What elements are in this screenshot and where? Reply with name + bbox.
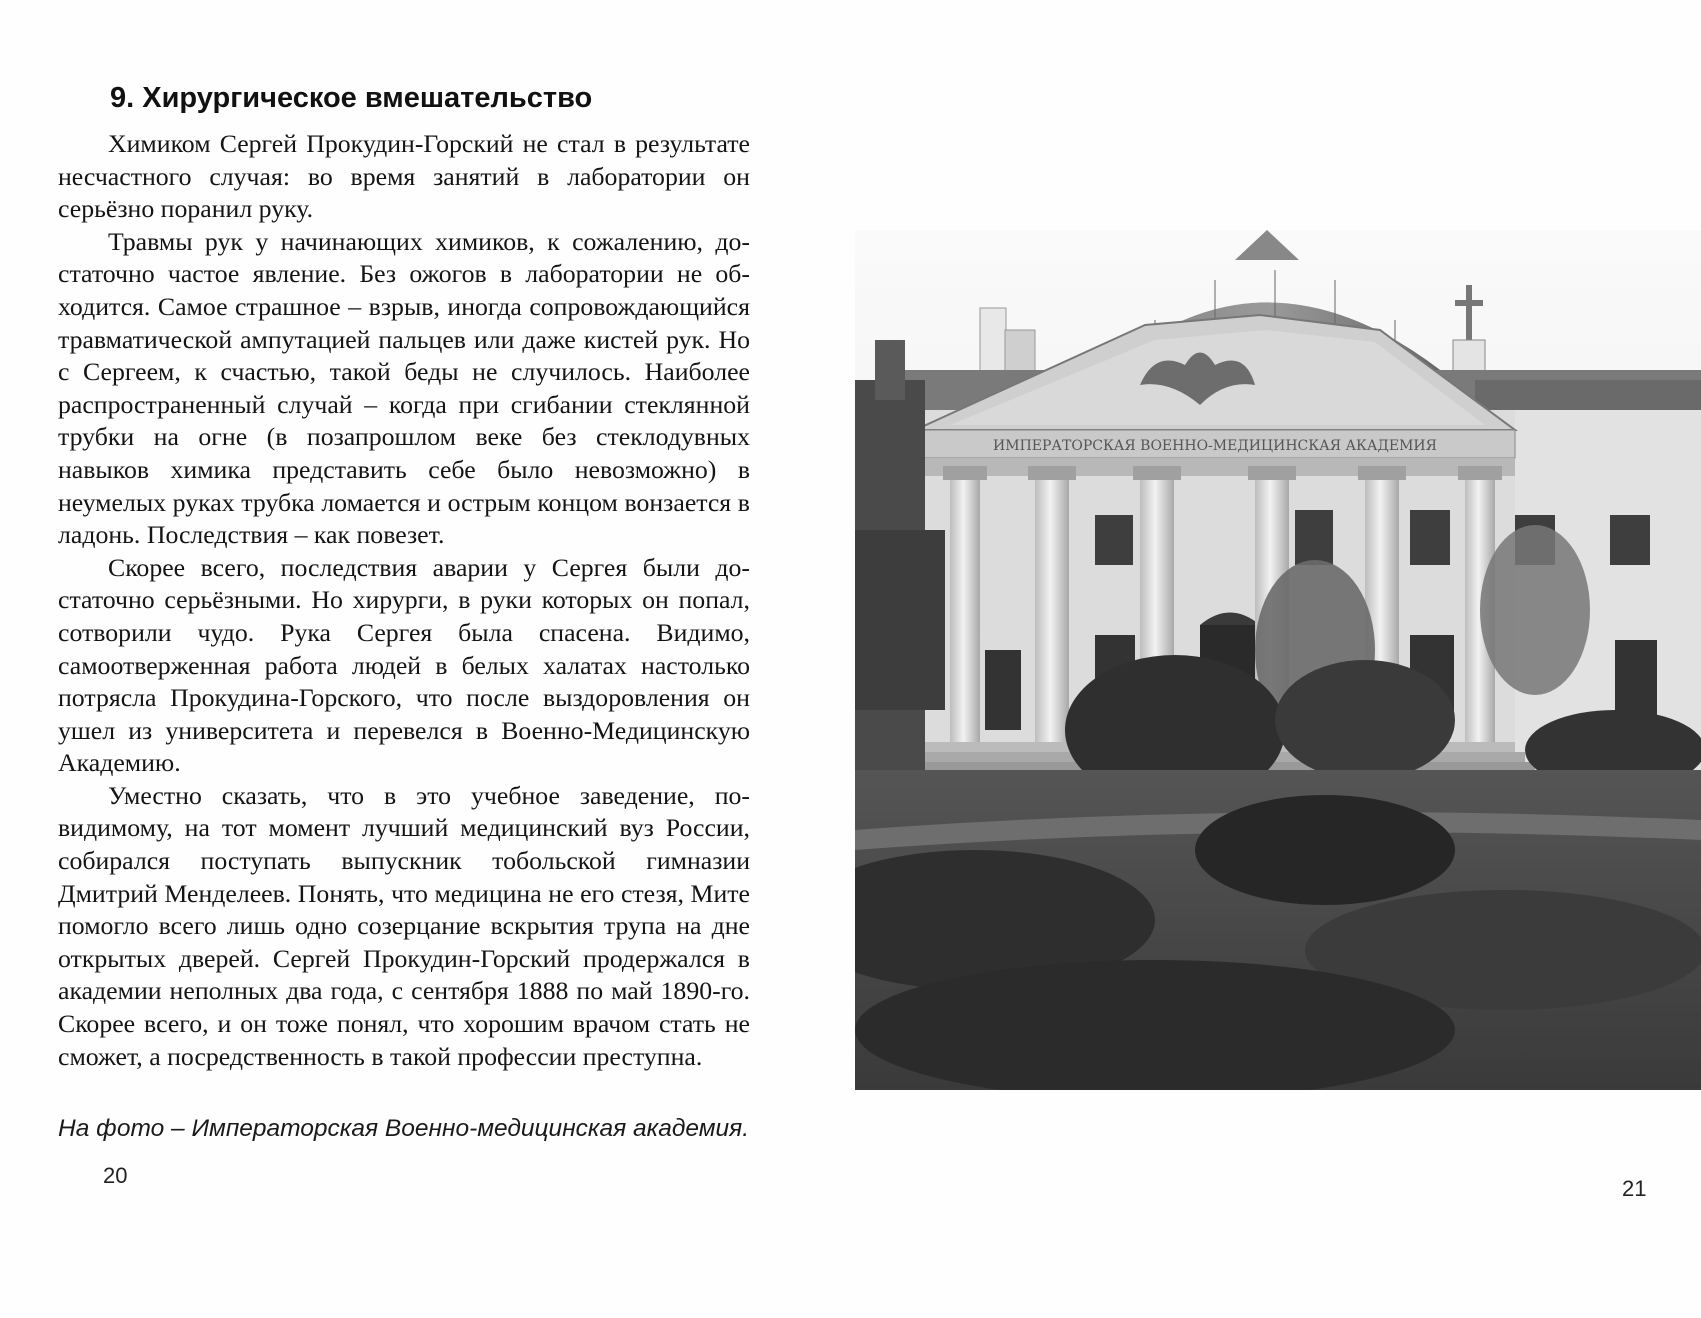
page-number-right: 21 — [1622, 1176, 1647, 1201]
frieze-text: ИМПЕРАТОРСКАЯ ВОЕННО-МЕДИЦИНСКАЯ АКАДЕМИЯ — [993, 438, 1437, 454]
paragraph: Уместно сказать, что в это учебное заведение, повидимому, на тот момент лучший медицинский вуз России, собирался поступать выпускник тобольской гимназии Дмитрий Менделеев. Понять, что медицина не его стезя, Мите помогло всего лишь одно созерцание вскрытия трупа на дне открытых дверей. Сергей Прокудин-Горский продержался в академии неполных два года, с сентября 1888 по май 1890-го. Скорее всего, и он тоже понял, что хорошим врачом стать не сможет, а посредственность в такой профессии преступна. — [58, 780, 750, 1071]
paragraph: Химиком Сергей Прокудин-Горский не стал в результате несчастного случая: во время занятий в лаборатории он серьёзно поранил руку. — [58, 129, 750, 224]
paragraph: Травмы рук у начинающих химиков, к сожалению, достаточно частое явление. Без ожогов в лаборатории не обходится. Самое страшное – взрыв, иногда сопровождающийся травматической ампутацией пальцев или даже кистей рук. Но с Сергеем, к счастью, такой беды не случилось. Наиболее распространенный случай – когда при сгибании стеклянной трубки на огне (в позапрошлом веке без стеклодувных навыков химика представить себе было невозможно) в неумелых руках трубка ломается и острым концом вонзается в ладонь. Последствия – как повезет. — [58, 226, 750, 550]
paragraph: Скорее всего, последствия аварии у Сергея были достаточно серьёзными. Но хирурги, в руки которых он попал, сотворили чудо. Рука Сергея была спасена. Видимо, самоотверженная работа людей в белых халатах настолько потрясла Прокудина-Горского, что после выздоровления он ушел из университета и перевелся в Военно-Медицинскую Академию. — [58, 552, 750, 778]
section-heading: 9. Хирургическое вмешательство — [110, 82, 593, 114]
photo-caption: На фото – Императорская Военно-медицинская академия. — [58, 1115, 750, 1142]
page-number-left: 20 — [103, 1163, 128, 1188]
body-text — [58, 128, 750, 1073]
academy-building-photo — [855, 230, 1701, 1090]
